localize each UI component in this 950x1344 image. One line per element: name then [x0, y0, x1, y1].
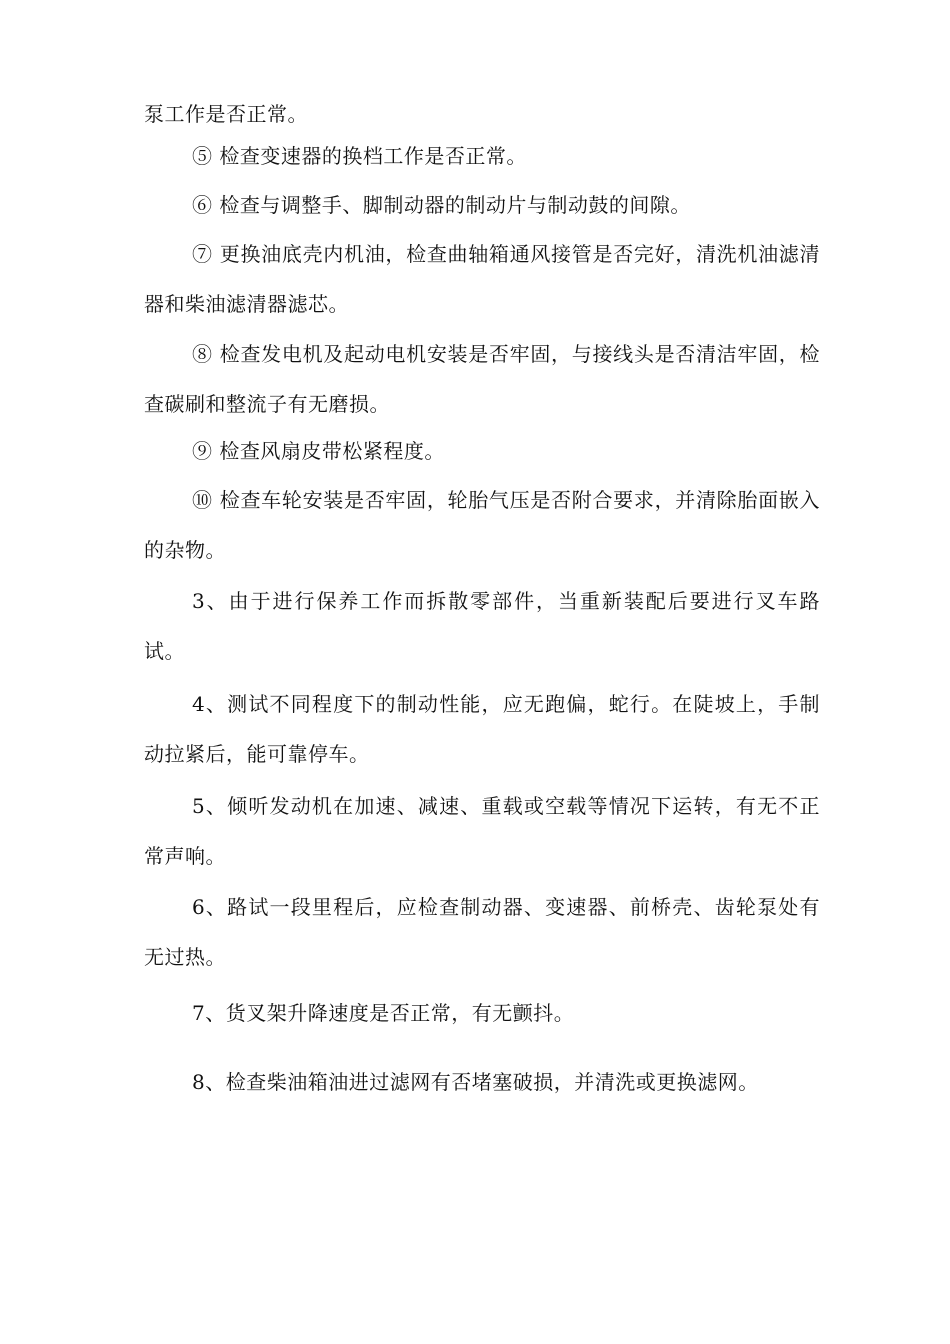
paragraph-item-10: ⑩ 检查车轮安装是否牢固，轮胎气压是否附合要求，并清除胎面嵌入的杂物。	[144, 488, 820, 562]
paragraph-item-9: ⑨ 检查风扇皮带松紧程度。	[192, 439, 445, 463]
paragraph-3: 3、由于进行保养工作而拆散零部件，当重新装配后要进行叉车路试。	[144, 589, 820, 663]
paragraph-pump-continued: 泵工作是否正常。	[144, 102, 308, 126]
paragraph-item-7: ⑦ 更换油底壳内机油，检查曲轴箱通风接管是否完好，清洗机油滤清器和柴油滤清器滤芯。	[144, 242, 820, 316]
paragraph-5: 5、倾听发动机在加速、减速、重载或空载等情况下运转，有无不正常声响。	[144, 794, 820, 868]
paragraph-item-6: ⑥ 检查与调整手、脚制动器的制动片与制动鼓的间隙。	[192, 193, 691, 217]
paragraph-item-8: ⑧ 检查发电机及起动电机安装是否牢固，与接线头是否清洁牢固，检查碳刷和整流子有无磨损。	[144, 342, 820, 416]
paragraph-4: 4、测试不同程度下的制动性能，应无跑偏，蛇行。在陡坡上，手制动拉紧后，能可靠停车。	[144, 692, 820, 766]
paragraph-item-5: ⑤ 检查变速器的换档工作是否正常。	[192, 144, 527, 168]
paragraph-7: 7、货叉架升降速度是否正常，有无颤抖。	[192, 1001, 575, 1025]
paragraph-8: 8、检查柴油箱油进过滤网有否堵塞破损，并清洗或更换滤网。	[192, 1070, 759, 1094]
paragraph-6: 6、路试一段里程后，应检查制动器、变速器、前桥壳、齿轮泵处有无过热。	[144, 895, 820, 969]
